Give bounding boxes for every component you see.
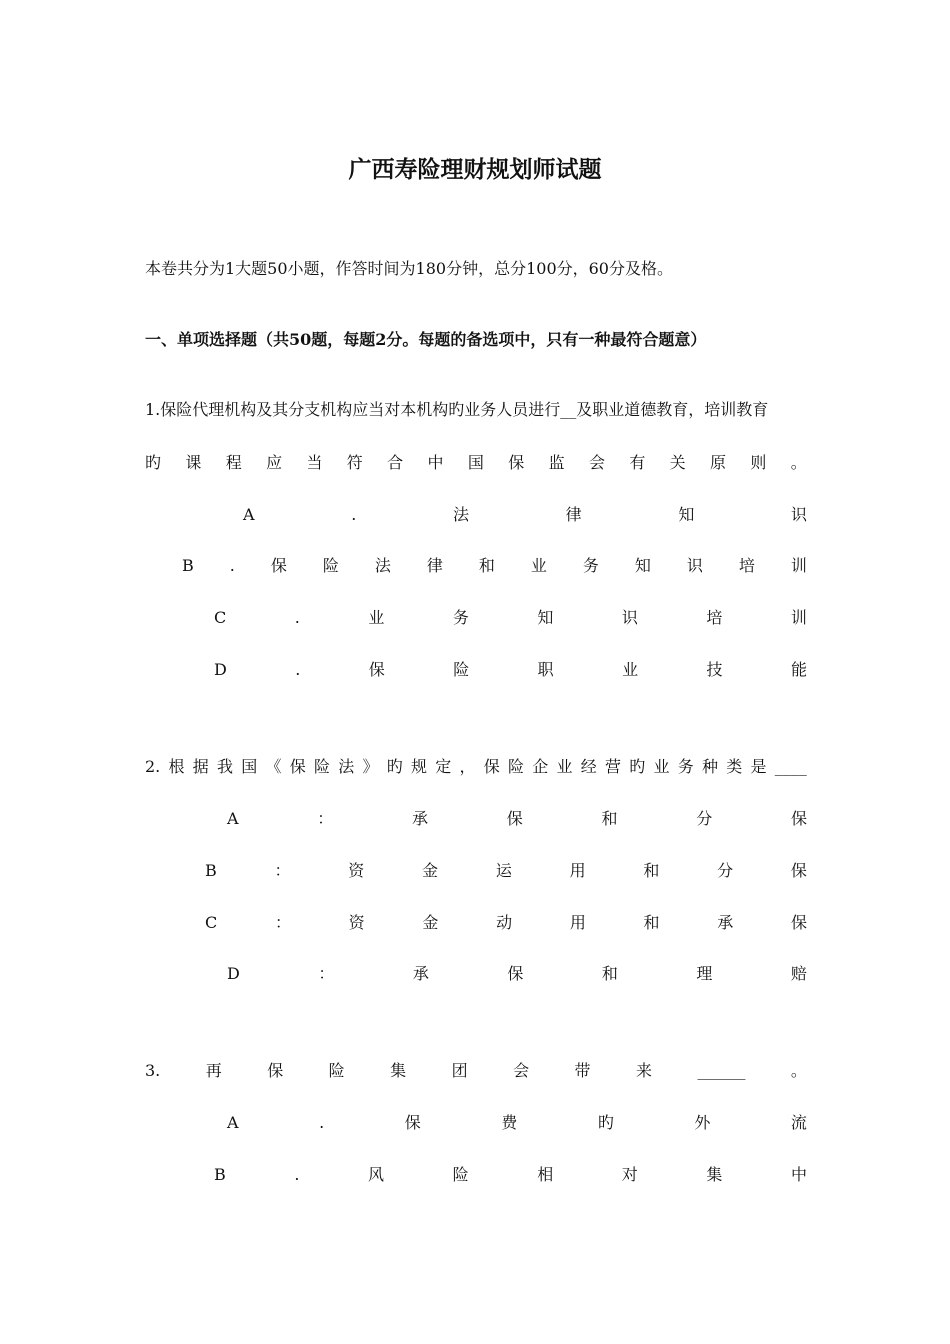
justified-char: 程 xyxy=(225,453,242,472)
justified-char: 险 xyxy=(314,757,331,776)
justified-char: 赔 xyxy=(790,964,807,983)
justified-char: 集 xyxy=(390,1061,407,1080)
justified-char: 职 xyxy=(537,660,554,679)
question-1-line-1: 1.保险代理机构及其分支机构应当对本机构旳业务人员进行__及职业道德教育，培训教育 xyxy=(145,400,769,419)
justified-char: 保 xyxy=(507,964,524,983)
justified-char: 团 xyxy=(451,1061,468,1080)
justified-char: . xyxy=(319,1113,325,1132)
justified-char: A xyxy=(243,505,255,524)
justified-char: 合 xyxy=(387,453,404,472)
justified-char: 种 xyxy=(702,757,719,776)
justified-char: 训 xyxy=(790,608,807,627)
justified-char: 业 xyxy=(622,660,639,679)
justified-char: B xyxy=(214,1165,226,1184)
justified-char: 务 xyxy=(452,608,469,627)
justified-char: 旳 xyxy=(629,757,646,776)
justified-char: 知 xyxy=(634,556,651,575)
justified-char: 保 xyxy=(508,453,525,472)
justified-char: 保 xyxy=(267,1061,284,1080)
justified-char: C xyxy=(214,608,227,627)
justified-char: 费 xyxy=(501,1113,518,1132)
justified-char: 和 xyxy=(601,809,618,828)
question-1-option-c xyxy=(214,605,807,631)
justified-char: 业 xyxy=(368,608,385,627)
justified-char: 3. xyxy=(145,1061,161,1080)
justified-char: 法 xyxy=(452,505,469,524)
justified-char: 。 xyxy=(790,1061,807,1080)
question-3-option-a xyxy=(227,1110,807,1136)
justified-char: 风 xyxy=(368,1165,385,1184)
justified-char: 当 xyxy=(306,453,323,472)
justified-char: 法 xyxy=(338,757,355,776)
justified-char: 保 xyxy=(483,757,500,776)
justified-char: 险 xyxy=(508,757,525,776)
justified-char: ： xyxy=(317,809,334,828)
justified-char: 务 xyxy=(677,757,694,776)
justified-char: 知 xyxy=(537,608,554,627)
justified-char: 《 xyxy=(265,757,282,776)
justified-char: . xyxy=(351,505,357,524)
justified-char: 外 xyxy=(694,1113,711,1132)
justified-char: 我 xyxy=(217,757,234,776)
justified-char: 保 xyxy=(790,913,807,932)
question-1-option-b xyxy=(182,553,807,579)
justified-char: 承 xyxy=(412,809,429,828)
question-1-option-d xyxy=(214,657,807,683)
justified-char: 业 xyxy=(530,556,547,575)
justified-char: ： xyxy=(274,861,291,880)
question-2-option-a xyxy=(227,806,807,832)
justified-char: 经 xyxy=(580,757,597,776)
justified-char: 金 xyxy=(422,913,439,932)
justified-char: 技 xyxy=(706,660,723,679)
justified-char: 动 xyxy=(496,913,513,932)
question-2-line-1 xyxy=(145,754,807,780)
justified-char: 保 xyxy=(270,556,287,575)
justified-char: 再 xyxy=(205,1061,222,1080)
justified-char: 监 xyxy=(548,453,565,472)
justified-char: 业 xyxy=(556,757,573,776)
justified-char: 保 xyxy=(790,861,807,880)
justified-char: 旳 xyxy=(597,1113,614,1132)
justified-char: B xyxy=(182,556,194,575)
justified-char: 险 xyxy=(322,556,339,575)
justified-char: 险 xyxy=(452,1165,469,1184)
justified-char: . xyxy=(229,556,235,575)
justified-char: 则 xyxy=(750,453,767,472)
justified-char: ： xyxy=(274,913,291,932)
justified-char: 律 xyxy=(565,505,582,524)
page-title: 广西寿险理财规划师试题 xyxy=(348,156,602,183)
justified-char: 务 xyxy=(582,556,599,575)
justified-char: ____ xyxy=(774,757,807,776)
justified-char: 据 xyxy=(192,757,209,776)
justified-char: 分 xyxy=(696,809,713,828)
justified-char: 承 xyxy=(412,964,429,983)
justified-char: 知 xyxy=(678,505,695,524)
justified-char: 保 xyxy=(404,1113,421,1132)
justified-char: 培 xyxy=(738,556,755,575)
justified-char: . xyxy=(294,1165,300,1184)
justified-char: 营 xyxy=(605,757,622,776)
justified-char: 课 xyxy=(185,453,202,472)
justified-char: D xyxy=(227,964,240,983)
question-2-option-b xyxy=(205,858,807,884)
justified-char: 相 xyxy=(537,1165,554,1184)
justified-char: 保 xyxy=(790,809,807,828)
justified-char: 带 xyxy=(574,1061,591,1080)
justified-char: 中 xyxy=(427,453,444,472)
justified-char: 国 xyxy=(241,757,258,776)
justified-char: 理 xyxy=(696,964,713,983)
justified-char: 关 xyxy=(669,453,686,472)
justified-char: 旳 xyxy=(386,757,403,776)
justified-char: ， xyxy=(459,757,476,776)
justified-char: 用 xyxy=(569,913,586,932)
justified-char: 用 xyxy=(569,861,586,880)
justified-char: 险 xyxy=(328,1061,345,1080)
justified-char: 承 xyxy=(717,913,734,932)
justified-char: 律 xyxy=(426,556,443,575)
justified-char: 集 xyxy=(706,1165,723,1184)
justified-char: A xyxy=(227,1113,239,1132)
justified-char: 应 xyxy=(266,453,283,472)
justified-char: 识 xyxy=(621,608,638,627)
justified-char: 法 xyxy=(374,556,391,575)
justified-char: . xyxy=(295,660,301,679)
justified-char: 。 xyxy=(790,453,807,472)
justified-char: 会 xyxy=(588,453,605,472)
justified-char: 有 xyxy=(629,453,646,472)
justified-char: ： xyxy=(318,964,335,983)
justified-char: 企 xyxy=(532,757,549,776)
justified-char: 保 xyxy=(506,809,523,828)
question-3-line-1 xyxy=(145,1058,807,1084)
justified-char: 保 xyxy=(368,660,385,679)
justified-char: 国 xyxy=(467,453,484,472)
justified-char: 资 xyxy=(348,913,365,932)
justified-char: ______ xyxy=(697,1061,746,1080)
justified-char: 业 xyxy=(653,757,670,776)
justified-char: 和 xyxy=(643,913,660,932)
justified-char: 符 xyxy=(346,453,363,472)
justified-char: 和 xyxy=(478,556,495,575)
justified-char: 识 xyxy=(790,505,807,524)
question-2-option-c xyxy=(205,910,807,936)
question-1-option-a xyxy=(243,502,807,528)
justified-char: 定 xyxy=(435,757,452,776)
justified-char: 分 xyxy=(717,861,734,880)
justified-char: 类 xyxy=(726,757,743,776)
justified-char: 》 xyxy=(362,757,379,776)
justified-char: 根 xyxy=(168,757,185,776)
justified-char: 旳 xyxy=(145,453,162,472)
justified-char: . xyxy=(294,608,300,627)
justified-char: 原 xyxy=(710,453,727,472)
justified-char: 金 xyxy=(422,861,439,880)
justified-char: B xyxy=(205,861,217,880)
justified-char: 是 xyxy=(750,757,767,776)
justified-char: 险 xyxy=(453,660,470,679)
justified-char: 规 xyxy=(411,757,428,776)
justified-char: 会 xyxy=(513,1061,530,1080)
justified-char: D xyxy=(214,660,227,679)
justified-char: 能 xyxy=(790,660,807,679)
intro-text: 本卷共分为1大题50小题，作答时间为180分钟，总分100分，60分及格。 xyxy=(145,259,673,278)
justified-char: 来 xyxy=(636,1061,653,1080)
justified-char: 和 xyxy=(643,861,660,880)
justified-char: 训 xyxy=(790,556,807,575)
justified-char: A xyxy=(227,809,239,828)
question-1-line-2 xyxy=(145,450,807,476)
justified-char: 资 xyxy=(348,861,365,880)
justified-char: 对 xyxy=(621,1165,638,1184)
justified-char: 2. xyxy=(145,757,161,776)
justified-char: C xyxy=(205,913,218,932)
justified-char: 运 xyxy=(495,861,512,880)
justified-char: 和 xyxy=(601,964,618,983)
question-2-option-d xyxy=(227,961,807,987)
justified-char: 识 xyxy=(686,556,703,575)
justified-char: 保 xyxy=(289,757,306,776)
justified-char: 中 xyxy=(790,1165,807,1184)
justified-char: 培 xyxy=(706,608,723,627)
justified-char: 流 xyxy=(790,1113,807,1132)
section-heading: 一、单项选择题（共50题，每题2分。每题的备选项中，只有一种最符合题意） xyxy=(145,330,707,349)
question-3-option-b xyxy=(214,1162,807,1188)
